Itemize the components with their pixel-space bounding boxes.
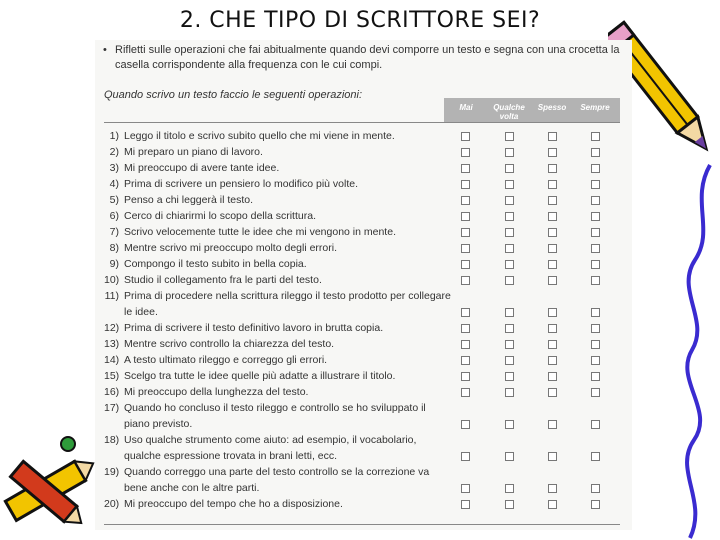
- checkbox-sempre[interactable]: [591, 180, 600, 189]
- item-text: Mi preoccupo del tempo che ho a disposizione.: [124, 498, 343, 510]
- item-text: Compongo il testo subito in bella copia.: [124, 258, 307, 270]
- checkbox-sempre[interactable]: [591, 132, 600, 141]
- checkbox-spesso[interactable]: [548, 324, 557, 333]
- checkbox-qualche-volta[interactable]: [505, 484, 514, 493]
- item-text: Mi preoccupo della lunghezza del testo.: [124, 386, 309, 398]
- list-item: [104, 288, 624, 320]
- item-text: Cerco di chiarirmi lo scopo della scrittura.: [124, 210, 316, 222]
- subheading: Quando scrivo un testo faccio le seguenti operazioni:: [104, 89, 363, 101]
- checkbox-mai[interactable]: [461, 244, 470, 253]
- checkbox-spesso[interactable]: [548, 484, 557, 493]
- wavy-line-decoration: [670, 160, 720, 540]
- column-header-qualche-volta: Qualche volta: [493, 103, 525, 121]
- item-number: 13): [104, 338, 120, 350]
- list-item: [104, 256, 624, 272]
- checkbox-mai[interactable]: [461, 228, 470, 237]
- checkbox-qualche-volta[interactable]: [505, 132, 514, 141]
- checkbox-mai[interactable]: [461, 500, 470, 509]
- checkbox-qualche-volta[interactable]: [505, 452, 514, 461]
- list-item: [104, 336, 624, 352]
- item-text: Prima di scrivere il testo definitivo lavoro in brutta copia.: [124, 322, 384, 334]
- list-item: [104, 384, 624, 400]
- checkbox-qualche-volta[interactable]: [505, 340, 514, 349]
- list-item: [104, 224, 624, 240]
- checkbox-mai[interactable]: [461, 308, 470, 317]
- list-item: [104, 208, 624, 224]
- checkbox-spesso[interactable]: [548, 308, 557, 317]
- header-rule: [104, 122, 620, 123]
- checkbox-mai[interactable]: [461, 148, 470, 157]
- checkbox-sempre[interactable]: [591, 356, 600, 365]
- item-number: 17): [104, 402, 120, 414]
- column-header-spesso: Spesso: [537, 103, 567, 112]
- checkbox-sempre[interactable]: [591, 276, 600, 285]
- instructions: [103, 43, 623, 73]
- checkbox-spesso[interactable]: [548, 420, 557, 429]
- item-number: 8): [109, 242, 119, 254]
- checkbox-qualche-volta[interactable]: [505, 228, 514, 237]
- checkbox-qualche-volta[interactable]: [505, 308, 514, 317]
- list-item: [104, 320, 624, 336]
- checkbox-mai[interactable]: [461, 372, 470, 381]
- checkbox-qualche-volta[interactable]: [505, 196, 514, 205]
- bullet: •: [103, 44, 107, 56]
- checkbox-qualche-volta[interactable]: [505, 500, 514, 509]
- checkbox-sempre[interactable]: [591, 484, 600, 493]
- list-item: [104, 272, 624, 288]
- list-item: [104, 128, 624, 144]
- checkbox-sempre[interactable]: [591, 212, 600, 221]
- checkbox-qualche-volta[interactable]: [505, 356, 514, 365]
- checkbox-spesso[interactable]: [548, 452, 557, 461]
- item-text: Scrivo velocemente tutte le idee che mi vengono in mente.: [124, 226, 396, 238]
- item-number: 3): [109, 162, 119, 174]
- checkbox-spesso[interactable]: [548, 276, 557, 285]
- item-text: A testo ultimato rileggo e correggo gli errori.: [124, 354, 328, 366]
- checkbox-sempre[interactable]: [591, 452, 600, 461]
- item-text: Mentre scrivo controllo la chiarezza del testo.: [124, 338, 335, 350]
- item-text: Uso qualche strumento come aiuto: ad esempio, il vocabolario, qualche espressione trovata in brani letti, ecc.: [124, 434, 417, 462]
- instructions-text: Rifletti sulle operazioni che fai abitualmente quando devi comporre un testo e segna con una crocetta la casella corrispondente alla frequenza con le cui compi.: [115, 44, 620, 71]
- item-number: 11): [104, 290, 119, 302]
- checkbox-mai[interactable]: [461, 260, 470, 269]
- checkbox-sempre[interactable]: [591, 420, 600, 429]
- item-number: 9): [109, 258, 119, 270]
- checkbox-spesso[interactable]: [548, 372, 557, 381]
- checkbox-spesso[interactable]: [548, 244, 557, 253]
- list-item: [104, 192, 624, 208]
- item-number: 12): [104, 322, 120, 334]
- checkbox-mai[interactable]: [461, 420, 470, 429]
- checkbox-qualche-volta[interactable]: [505, 148, 514, 157]
- checkbox-sempre[interactable]: [591, 388, 600, 397]
- item-text: Mi preparo un piano di lavoro.: [124, 146, 263, 158]
- checkbox-mai[interactable]: [461, 340, 470, 349]
- checkbox-mai[interactable]: [461, 180, 470, 189]
- checkbox-mai[interactable]: [461, 388, 470, 397]
- checkbox-qualche-volta[interactable]: [505, 324, 514, 333]
- checkbox-sempre[interactable]: [591, 196, 600, 205]
- item-text: Prima di scrivere un pensiero lo modifico più volte.: [124, 178, 359, 190]
- item-number: 19): [104, 466, 120, 478]
- slide-title: 2. CHE TIPO DI SCRITTORE SEI?: [179, 8, 541, 33]
- item-text: Studio il collegamento fra le parti del testo.: [124, 274, 322, 286]
- checkbox-sempre[interactable]: [591, 308, 600, 317]
- item-number: 5): [109, 194, 119, 206]
- list-item: [104, 160, 624, 176]
- checkbox-sempre[interactable]: [591, 148, 600, 157]
- item-number: 16): [104, 386, 120, 398]
- checkbox-spesso[interactable]: [548, 180, 557, 189]
- list-item: [104, 352, 624, 368]
- list-item: [104, 176, 624, 192]
- checkbox-sempre[interactable]: [591, 324, 600, 333]
- checkbox-spesso[interactable]: [548, 164, 557, 173]
- checkbox-sempre[interactable]: [591, 228, 600, 237]
- list-item: [104, 496, 624, 512]
- checkbox-mai[interactable]: [461, 324, 470, 333]
- list-item: [104, 368, 624, 384]
- list-item: [104, 464, 624, 496]
- checkbox-qualche-volta[interactable]: [505, 276, 514, 285]
- item-number: 18): [104, 434, 120, 446]
- checkbox-qualche-volta[interactable]: [505, 212, 514, 221]
- checkbox-mai[interactable]: [461, 276, 470, 285]
- item-number: 1): [109, 130, 119, 142]
- checkbox-mai[interactable]: [461, 196, 470, 205]
- checkbox-sempre[interactable]: [591, 260, 600, 269]
- item-text: Prima di procedere nella scrittura rileggo il testo prodotto per collegare le idee.: [124, 290, 451, 318]
- item-number: 4): [109, 178, 119, 190]
- checkbox-sempre[interactable]: [591, 500, 600, 509]
- checkbox-qualche-volta[interactable]: [505, 164, 514, 173]
- checkbox-mai[interactable]: [461, 212, 470, 221]
- checkbox-sempre[interactable]: [591, 244, 600, 253]
- checkbox-mai[interactable]: [461, 164, 470, 173]
- list-item: [104, 144, 624, 160]
- checkbox-spesso[interactable]: [548, 228, 557, 237]
- checkbox-qualche-volta[interactable]: [505, 260, 514, 269]
- checkbox-sempre[interactable]: [591, 340, 600, 349]
- item-number: 2): [109, 146, 119, 158]
- footer-rule: [104, 524, 620, 525]
- item-text: Leggo il titolo e scrivo subito quello che mi viene in mente.: [124, 130, 395, 142]
- list-item: [104, 240, 624, 256]
- item-text: Mentre scrivo mi preoccupo molto degli errori.: [124, 242, 337, 254]
- checkbox-spesso[interactable]: [548, 356, 557, 365]
- item-text: Mi preoccupo di avere tante idee.: [124, 162, 280, 174]
- item-text: Scelgo tra tutte le idee quelle più adatte a illustrare il titolo.: [124, 370, 396, 382]
- item-number: 7): [109, 226, 119, 238]
- checkbox-spesso[interactable]: [548, 196, 557, 205]
- item-number: 15): [104, 370, 120, 382]
- checkbox-qualche-volta[interactable]: [505, 244, 514, 253]
- column-header-sempre: Sempre: [580, 103, 610, 112]
- checkbox-qualche-volta[interactable]: [505, 372, 514, 381]
- checkbox-spesso[interactable]: [548, 340, 557, 349]
- checkbox-spesso[interactable]: [548, 388, 557, 397]
- checkbox-spesso[interactable]: [548, 500, 557, 509]
- item-text: Penso a chi leggerà il testo.: [124, 194, 253, 206]
- checkbox-sempre[interactable]: [591, 372, 600, 381]
- checkbox-sempre[interactable]: [591, 164, 600, 173]
- crossed-pencils-icon: [0, 430, 95, 540]
- item-number: 20): [104, 498, 120, 510]
- checkbox-qualche-volta[interactable]: [505, 388, 514, 397]
- checkbox-spesso[interactable]: [548, 212, 557, 221]
- checkbox-spesso[interactable]: [548, 260, 557, 269]
- column-header-mai: Mai: [459, 103, 473, 112]
- item-text: Quando ho concluso il testo rileggo e controllo se ho sviluppato il piano previsto.: [124, 402, 426, 430]
- list-item: [104, 400, 624, 432]
- item-number: 6): [109, 210, 119, 222]
- list-item: [104, 432, 624, 464]
- checkbox-qualche-volta[interactable]: [505, 180, 514, 189]
- checkbox-qualche-volta[interactable]: [505, 420, 514, 429]
- checkbox-mai[interactable]: [461, 452, 470, 461]
- checkbox-mai[interactable]: [461, 132, 470, 141]
- item-number: 14): [104, 354, 120, 366]
- checkbox-spesso[interactable]: [548, 148, 557, 157]
- checkbox-mai[interactable]: [461, 484, 470, 493]
- checkbox-mai[interactable]: [461, 356, 470, 365]
- item-number: 10): [104, 274, 120, 286]
- checkbox-spesso[interactable]: [548, 132, 557, 141]
- item-text: Quando correggo una parte del testo controllo se la correzione va bene anche con le altre parti.: [124, 466, 430, 494]
